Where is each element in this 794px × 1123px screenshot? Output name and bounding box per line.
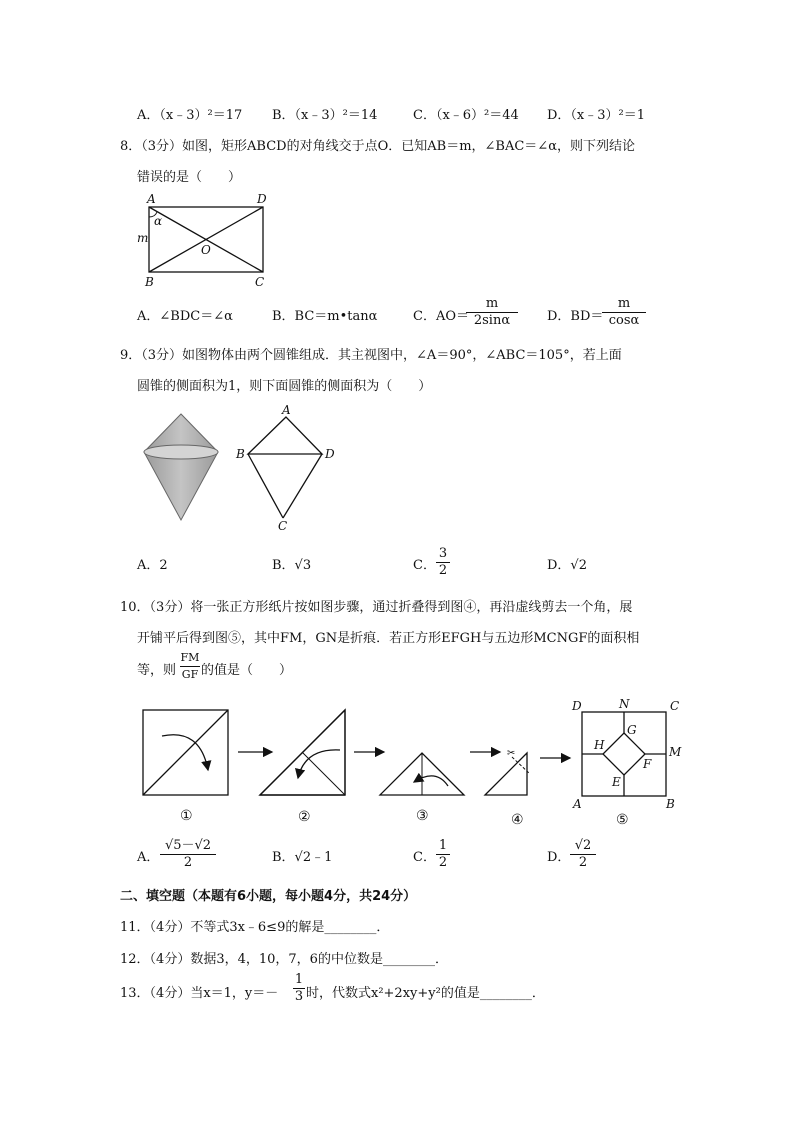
q7-option-a: A．（x﹣3）²＝17 bbox=[137, 108, 243, 123]
fig5-label-e: E bbox=[612, 775, 621, 789]
fig8-label-alpha: α bbox=[154, 214, 163, 228]
q10-option-a-fraction: √5－√2 2 bbox=[160, 838, 216, 871]
q10-option-d-prefix: D． bbox=[547, 850, 571, 865]
q13-fraction: 1 3 bbox=[294, 972, 304, 1004]
q11-text: 11．（4分）不等式3x﹣6≤9的解是________． bbox=[120, 920, 390, 935]
fig5-label-d: D bbox=[572, 699, 582, 713]
q7-option-d: D．（x﹣3）²＝1 bbox=[547, 108, 646, 123]
rectangle-abcd-figure bbox=[135, 190, 285, 290]
q9-option-c-prefix: C． bbox=[413, 558, 436, 573]
fig5-label-n: N bbox=[619, 697, 630, 711]
step-label-2: ② bbox=[298, 809, 311, 825]
fig8-label-a: A bbox=[147, 192, 156, 206]
q10-option-c-prefix: C． bbox=[413, 850, 436, 865]
q9-option-a: A．2 bbox=[137, 558, 168, 573]
q10-option-c-fraction: 1 2 bbox=[436, 838, 450, 871]
q8-option-c-prefix: C．AO＝ bbox=[413, 309, 469, 324]
q9-stem-line2: 圆锥的侧面积为1，则下面圆锥的侧面积为（ ） bbox=[137, 379, 432, 394]
q9-option-b: B．√3 bbox=[272, 558, 312, 573]
section-heading-fill-in: 二、填空题（本题有6小题，每小题4分，共24分） bbox=[120, 889, 417, 904]
q13-suffix: 时，代数式x²+2xy+y²的值是________． bbox=[306, 986, 545, 1001]
fig8-label-d: D bbox=[257, 192, 267, 206]
fig9-label-b: B bbox=[236, 447, 245, 461]
q10-stem-line2: 开铺平后得到图⑤，其中FM，GN是折痕．若正方形EFGH与五边形MCNGF的面积相 bbox=[137, 631, 640, 646]
q10-ratio-fraction: FM GF bbox=[180, 651, 200, 681]
q10-stem-line3-prefix: 等，则 bbox=[137, 663, 177, 678]
step-label-4: ④ bbox=[511, 812, 524, 828]
q8-stem-line1: 8．（3分）如图，矩形ABCD的对角线交于点O．已知AB＝m，∠BAC＝∠α，则下列结论 bbox=[120, 139, 635, 154]
q10-option-a-prefix: A． bbox=[137, 850, 160, 865]
q10-stem-line1: 10．（3分）将一张正方形纸片按如图步骤，通过折叠得到图④，再沿虚线剪去一个角，展 bbox=[120, 600, 633, 615]
fig5-label-b: B bbox=[666, 797, 675, 811]
fig8-label-c: C bbox=[255, 275, 265, 289]
fig8-label-o: O bbox=[201, 243, 211, 257]
q13-prefix: 13．（4分）当x＝1，y＝－ bbox=[120, 986, 279, 1001]
q7-option-c: C．（x﹣6）²＝44 bbox=[413, 108, 519, 123]
fig5-label-h: H bbox=[594, 738, 605, 752]
q9-option-d: D．√2 bbox=[547, 558, 587, 573]
q9-option-c-fraction: 3 2 bbox=[436, 546, 450, 579]
q12-text: 12．（4分）数据3，4，10，7，6的中位数是________． bbox=[120, 952, 448, 967]
step-label-3: ③ bbox=[416, 808, 429, 824]
q7-option-b: B．（x﹣3）²＝14 bbox=[272, 108, 378, 123]
q8-option-d-fraction: m cosα bbox=[602, 296, 646, 329]
folding-steps-figure bbox=[130, 690, 700, 830]
fig5-label-a: A bbox=[573, 797, 582, 811]
q8-option-c-fraction: m 2sinα bbox=[466, 296, 518, 329]
q8-option-b: B．BC＝m•tanα bbox=[272, 309, 378, 324]
fig5-label-c: C bbox=[670, 699, 680, 713]
q8-stem-line2: 错误的是（ ） bbox=[137, 170, 242, 185]
q8-option-d-prefix: D．BD＝ bbox=[547, 309, 604, 324]
step-label-5: ⑤ bbox=[616, 812, 629, 828]
q10-option-b: B．√2﹣1 bbox=[272, 850, 333, 865]
fig8-label-m: m bbox=[137, 231, 149, 245]
q10-stem-line3-suffix: 的值是（ ） bbox=[201, 663, 293, 678]
fig9-label-a: A bbox=[282, 403, 291, 417]
fig9-label-c: C bbox=[278, 519, 288, 533]
step-label-1: ① bbox=[180, 808, 193, 824]
fig5-label-f: F bbox=[643, 757, 652, 771]
fig5-label-g: G bbox=[627, 723, 637, 737]
fig9-label-d: D bbox=[325, 447, 335, 461]
q10-option-d-fraction: √2 2 bbox=[570, 838, 596, 871]
q8-option-a: A．∠BDC＝∠α bbox=[137, 309, 233, 324]
q9-stem-line1: 9．（3分）如图物体由两个圆锥组成．其主视图中，∠A＝90°，∠ABC＝105°，若上面 bbox=[120, 348, 622, 363]
fig8-label-b: B bbox=[145, 275, 154, 289]
double-cone-solid-figure bbox=[138, 400, 228, 525]
fig5-label-m: M bbox=[669, 745, 682, 759]
svg-text:✂: ✂ bbox=[507, 748, 516, 759]
front-view-figure bbox=[232, 400, 342, 535]
